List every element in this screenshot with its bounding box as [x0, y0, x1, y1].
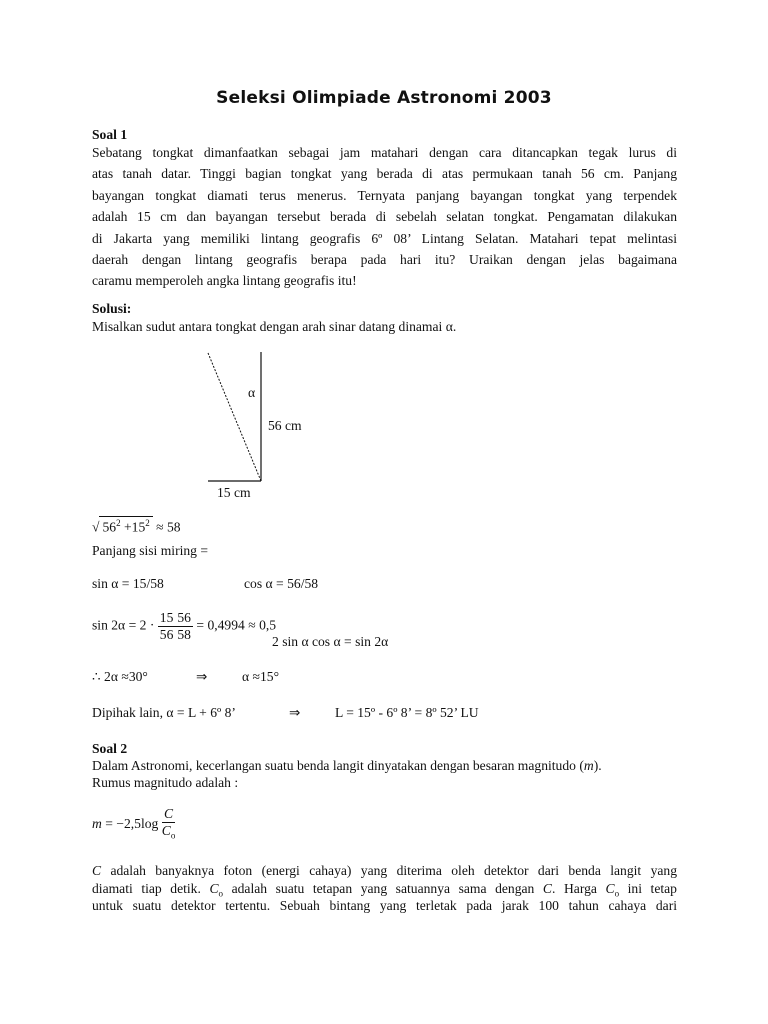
- p2-text-a: diamati tiap detik.: [92, 880, 210, 896]
- sqrt-sign: √: [92, 519, 100, 535]
- soal2-p-line: untuk suatu detektor tertentu. Sebuah bintang yang terletak pada jarak 100 tahun cahaya dari: [92, 898, 677, 913]
- latitude-result: L = 15º - 6º 8’ = 8º 52’ LU: [335, 705, 479, 720]
- sin2a-formula: [92, 610, 276, 643]
- sqrt-expression: [92, 516, 181, 536]
- dipihak-line: Dipihak lain, α = L + 6º 8’: [92, 705, 236, 720]
- soal1-line: daerah dengan lintang geografis berapa pada hari itu? Uraikan dengan jelas bagaimana: [92, 251, 677, 267]
- sin-alpha: sin α = 15/58: [92, 576, 164, 591]
- p2-C0: C: [209, 880, 219, 896]
- identity: 2 sin α cos α = sin 2α: [272, 634, 389, 649]
- alpha-result: α ≈15°: [242, 669, 280, 684]
- soal2-line1-end: ).: [593, 758, 602, 773]
- sqrt-radicand: [99, 516, 152, 536]
- frac1-den: 56: [159, 627, 174, 642]
- implies-arrow-1: ⇒: [196, 669, 208, 684]
- solusi-heading: Solusi:: [92, 301, 132, 316]
- diagram-svg: [200, 345, 330, 505]
- formula-den: C: [161, 823, 171, 838]
- frac1-num: 15: [159, 610, 174, 625]
- soal2-paragraph: [92, 862, 677, 915]
- sqrt-exp1: 2: [116, 518, 121, 528]
- soal2-heading: Soal 2: [92, 741, 128, 756]
- soal1-line: adalah 15 cm dan bayangan tersebut berada di sebelah selatan tongkat. Pengamatan dilakukan: [92, 209, 677, 225]
- soal1-line: di Jakarta yang memiliki lintang geografis 6º 08’ Lintang Selatan. Matahari tepat melintasi: [92, 230, 677, 246]
- sqrt-result: ≈ 58: [156, 519, 181, 535]
- sqrt-term2: 15: [131, 519, 146, 535]
- soal2-p-line: [92, 880, 677, 898]
- hyp-label: Panjang sisi miring =: [92, 543, 209, 558]
- p1-C: C: [92, 863, 102, 878]
- sin2a-right: = 0,4994 ≈ 0,5: [196, 617, 277, 633]
- magnitude-formula: [92, 806, 175, 844]
- formula-m: m: [92, 815, 102, 831]
- sqrt-plus: +: [123, 519, 132, 535]
- formula-mid: = −2,5log: [101, 815, 162, 831]
- fraction-15-56: [158, 610, 176, 643]
- p2-C0b: C: [605, 880, 615, 896]
- p2-text-d: ini tetap: [619, 880, 677, 896]
- p1-text: adalah banyaknya foton (energi cahaya) yang diterima oleh detektor dari benda langit yang: [101, 863, 677, 878]
- sqrt-exp2: 2: [145, 518, 150, 528]
- frac2-num: 56: [177, 610, 191, 625]
- height-label: 56 cm: [268, 418, 302, 433]
- p2-sub: o: [218, 888, 224, 899]
- soal1-line: caramu memperoleh angka lintang geografis itu!: [92, 273, 357, 289]
- soal1-heading: Soal 1: [92, 127, 128, 142]
- shadow-label: 15 cm: [217, 485, 251, 500]
- formula-fraction: [162, 806, 176, 844]
- sqrt-term1: 56: [102, 519, 117, 535]
- soal2-line1-text: Dalam Astronomi, kecerlangan suatu benda langit dinyatakan dengan besaran magnitudo (: [92, 758, 584, 773]
- soal2-line2: Rumus magnitudo adalah :: [92, 775, 239, 790]
- soal1-paragraph: [92, 142, 677, 292]
- soal2-p-line: [92, 862, 677, 880]
- sin2a-left: sin 2α = 2 ·: [92, 617, 155, 633]
- formula-num: C: [162, 806, 176, 823]
- therefore-2alpha: ∴ 2α ≈30°: [92, 669, 148, 684]
- implies-arrow-2: ⇒: [289, 705, 301, 720]
- soal1-line: Sebatang tongkat dimanfaatkan sebagai jam matahari dengan cara ditancapkan tegak lurus di: [92, 145, 677, 160]
- soal1-line: atas tanah datar. Tinggi bagian tongkat yang berada di atas permukaan tanah 56 cm. Panjang: [92, 166, 677, 182]
- soal1-line: bayangan tongkat diamati terus menerus. Ternyata panjang bayangan tongkat yang terpendek: [92, 187, 677, 203]
- cos-alpha: cos α = 56/58: [244, 576, 319, 591]
- formula-den-sub: o: [170, 830, 176, 841]
- p2-text-c: . Harga: [552, 880, 606, 896]
- p2-C: C: [542, 880, 552, 896]
- solusi-intro: Misalkan sudut antara tongkat dengan arah sinar datang dinamai α.: [92, 319, 457, 334]
- frac2-den: 58: [177, 627, 191, 642]
- p2-sub2: o: [614, 888, 620, 899]
- angle-label: α: [248, 385, 256, 400]
- p2-text-b: adalah suatu tetapan yang satuannya sama dengan: [223, 880, 543, 896]
- page-title: Seleksi Olimpiade Astronomi 2003: [216, 88, 552, 108]
- soal2-m-symbol: m: [583, 758, 594, 773]
- fraction-56-58: [175, 610, 193, 643]
- sun-ray-line: [208, 353, 261, 481]
